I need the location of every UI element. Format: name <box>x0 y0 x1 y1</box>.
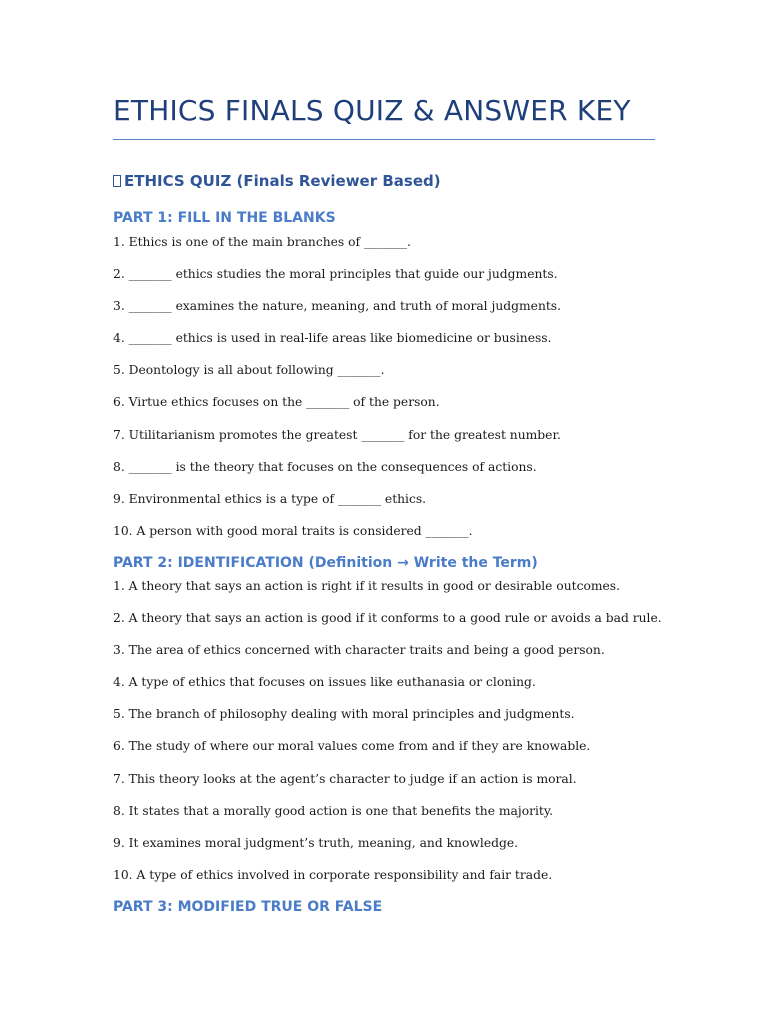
question-item: 8. _______ is the theory that focuses on the consequences of actions. <box>113 459 537 474</box>
part-1-question-list <box>113 234 561 555</box>
document-title: ETHICS FINALS QUIZ & ANSWER KEY <box>113 94 631 127</box>
question-item: 1. Ethics is one of the main branches of _______. <box>113 235 411 249</box>
question-item: 7. This theory looks at the agent’s character to judge if an action is moral. <box>113 771 577 786</box>
missing-glyph-icon <box>113 175 121 187</box>
question-item: 5. The branch of philosophy dealing with moral principles and judgments. <box>113 707 575 722</box>
quiz-subtitle-text: ETHICS QUIZ (Finals Reviewer Based) <box>124 172 441 190</box>
quiz-subtitle <box>113 172 441 190</box>
question-item: 3. The area of ethics concerned with character traits and being a good person. <box>113 643 605 658</box>
question-item: 4. A type of ethics that focuses on issues like euthanasia or cloning. <box>113 675 536 690</box>
question-item: 6. Virtue ethics focuses on the _______ of the person. <box>113 395 440 410</box>
question-item: 2. _______ ethics studies the moral principles that guide our judgments. <box>113 267 558 282</box>
question-item: 6. The study of where our moral values come from and if they are knowable. <box>113 739 591 754</box>
title-divider <box>113 139 655 140</box>
question-item: 9. Environmental ethics is a type of _______ ethics. <box>113 491 427 506</box>
question-item: 1. A theory that says an action is right if it results in good or desirable outcomes. <box>113 579 621 593</box>
question-item: 9. It examines moral judgment’s truth, meaning, and knowledge. <box>113 835 519 850</box>
section-heading-part-1: PART 1: FILL IN THE BLANKS <box>113 210 336 226</box>
section-heading-part-2: PART 2: IDENTIFICATION (Definition → Write the Term) <box>113 555 538 571</box>
question-item: 4. _______ ethics is used in real-life areas like biomedicine or business. <box>113 331 552 346</box>
question-item: 3. _______ examines the nature, meaning, and truth of moral judgments. <box>113 299 562 314</box>
section-heading-part-3: PART 3: MODIFIED TRUE OR FALSE <box>113 899 383 915</box>
question-item: 10. A type of ethics involved in corporate responsibility and fair trade. <box>113 867 553 882</box>
question-item: 8. It states that a morally good action is one that benefits the majority. <box>113 803 554 818</box>
question-item: 5. Deontology is all about following _______. <box>113 363 385 378</box>
part-2-question-list <box>113 578 662 899</box>
question-item: 2. A theory that says an action is good if it conforms to a good rule or avoids a bad rule. <box>113 611 662 626</box>
question-item: 7. Utilitarianism promotes the greatest _______ for the greatest number. <box>113 427 561 442</box>
question-item: 10. A person with good moral traits is considered _______. <box>113 523 473 538</box>
